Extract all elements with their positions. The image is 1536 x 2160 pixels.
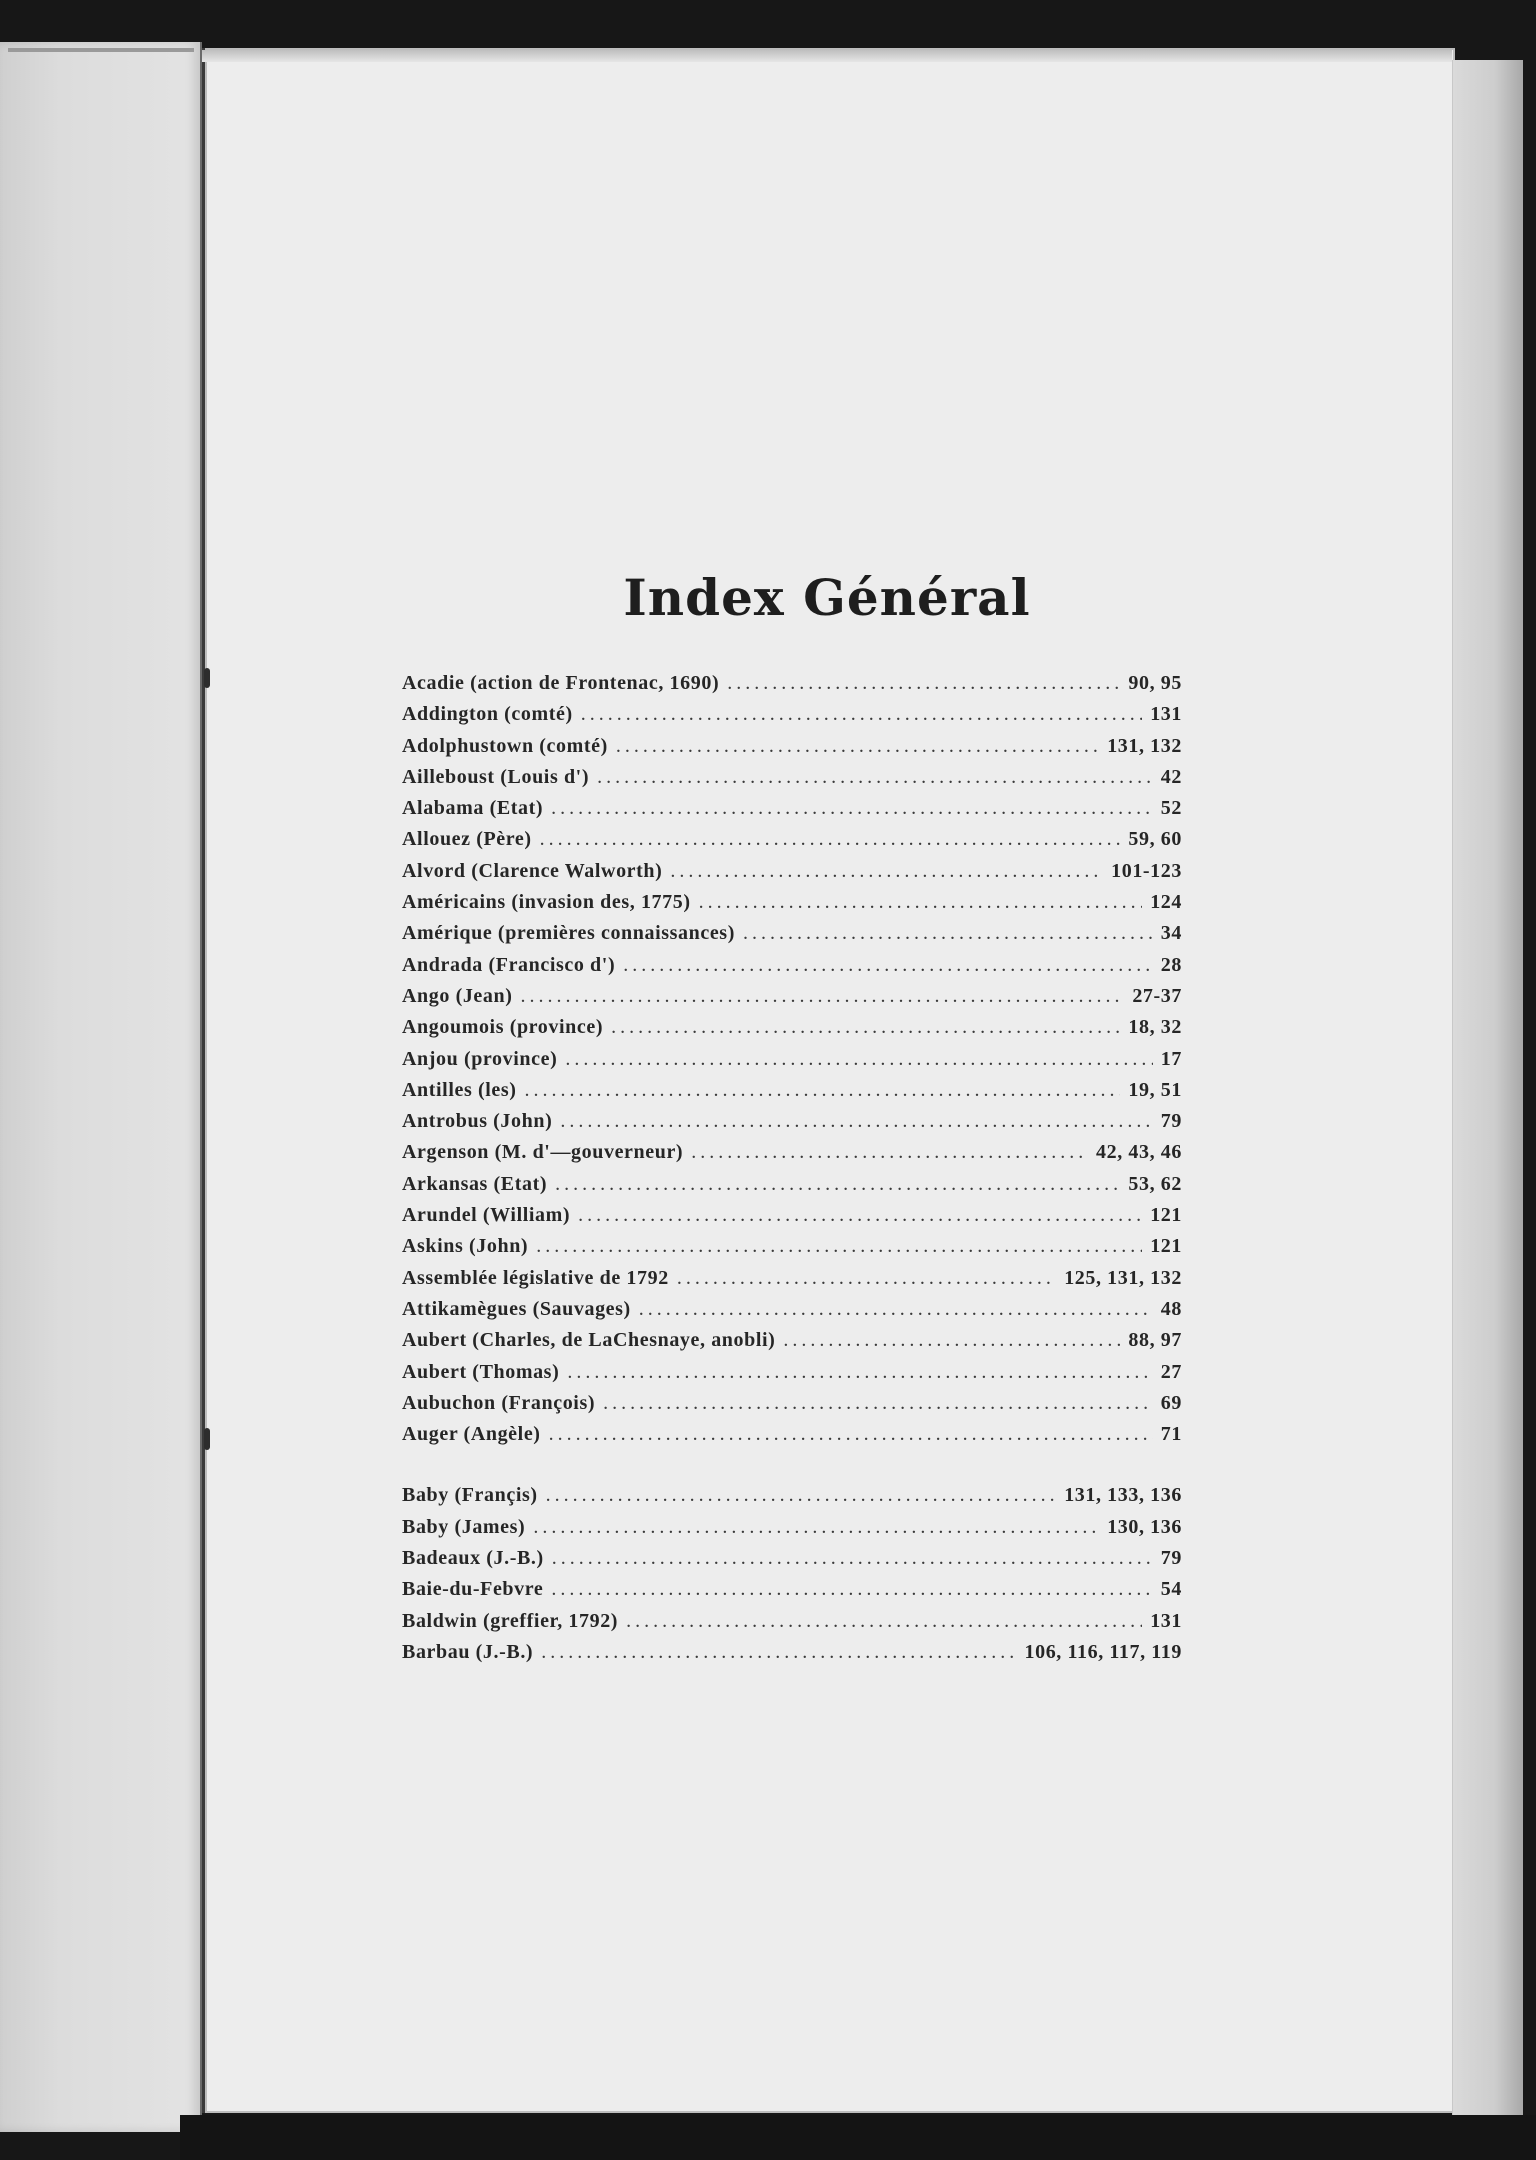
index-entry — [402, 1012, 1182, 1043]
entry-name: Attikamègues (Sauvages) — [402, 1297, 631, 1320]
entry-name: Addington (comté) — [402, 703, 573, 726]
index-entry — [402, 1388, 1182, 1419]
entry-pages: 18, 32 — [1128, 1016, 1182, 1039]
entry-name: Baie-du-Febvre — [402, 1578, 544, 1601]
entry-pages: 42 — [1160, 765, 1182, 788]
dot-leader — [603, 1388, 1153, 1419]
dot-leader — [743, 918, 1153, 949]
dot-leader — [691, 1137, 1088, 1168]
dot-leader — [560, 1106, 1152, 1137]
entry-pages: 42, 43, 46 — [1096, 1141, 1182, 1164]
entry-name: Allouez (Père) — [402, 828, 532, 851]
left-page-edge — [8, 48, 194, 52]
entry-pages: 48 — [1160, 1297, 1182, 1320]
entry-name: Argenson (M. d'—gouverneur) — [402, 1141, 684, 1164]
entry-pages: 124 — [1150, 891, 1182, 914]
dot-leader — [670, 856, 1103, 887]
entry-name: Américains (invasion des, 1775) — [402, 891, 691, 914]
entry-pages: 52 — [1160, 797, 1182, 820]
dot-leader — [549, 1419, 1153, 1450]
index-entry — [402, 1231, 1182, 1262]
entry-name: Anjou (province) — [402, 1047, 558, 1070]
dot-leader — [551, 793, 1153, 824]
dot-leader — [783, 1325, 1120, 1356]
index-entry — [402, 1606, 1182, 1637]
entry-name: Aubuchon (François) — [402, 1391, 596, 1414]
dot-leader — [555, 1169, 1120, 1200]
index-entry — [402, 856, 1182, 887]
entry-name: Alabama (Etat) — [402, 797, 544, 820]
entry-pages: 79 — [1160, 1110, 1182, 1133]
entry-name: Askins (John) — [402, 1235, 529, 1258]
dot-leader — [611, 1012, 1120, 1043]
entry-name: Badeaux (J.-B.) — [402, 1547, 544, 1570]
dot-leader — [677, 1263, 1056, 1294]
page-title: Index Général — [623, 568, 1031, 627]
entry-name: Ailleboust (Louis d') — [402, 765, 590, 788]
dot-leader — [546, 1480, 1057, 1511]
entry-pages: 131, 133, 136 — [1064, 1484, 1182, 1507]
entry-name: Baby (James) — [402, 1515, 526, 1538]
entry-name: Andrada (Francisco d') — [402, 953, 616, 976]
index-entry — [402, 1137, 1182, 1168]
scan-background — [180, 2115, 1536, 2160]
index-list — [402, 668, 1182, 1668]
dot-leader — [533, 1512, 1099, 1543]
entry-name: Adolphustown (comté) — [402, 734, 608, 757]
entry-pages: 69 — [1160, 1391, 1182, 1414]
entry-name: Amérique (premières connaissances) — [402, 922, 735, 945]
dot-leader — [597, 762, 1153, 793]
entry-pages: 121 — [1150, 1204, 1182, 1227]
entry-name: Alvord (Clarence Walworth) — [402, 859, 663, 882]
dot-leader — [536, 1231, 1142, 1262]
index-entry — [402, 699, 1182, 730]
index-entry — [402, 1574, 1182, 1605]
entry-pages: 125, 131, 132 — [1064, 1266, 1182, 1289]
entry-pages: 71 — [1160, 1423, 1182, 1446]
entry-name: Assemblée législative de 1792 — [402, 1266, 669, 1289]
entry-pages: 88, 97 — [1128, 1329, 1182, 1352]
index-entry — [402, 1637, 1182, 1668]
entry-pages: 131 — [1150, 703, 1182, 726]
page-stack-edge — [1452, 60, 1523, 2120]
entry-name: Ango (Jean) — [402, 984, 513, 1007]
index-entry — [402, 824, 1182, 855]
entry-pages: 131, 132 — [1107, 734, 1182, 757]
entry-pages: 17 — [1160, 1047, 1182, 1070]
dot-leader — [552, 1543, 1153, 1574]
dot-leader — [581, 699, 1142, 730]
entry-pages: 79 — [1160, 1547, 1182, 1570]
index-entry — [402, 1357, 1182, 1388]
dot-leader — [578, 1200, 1142, 1231]
entry-name: Arkansas (Etat) — [402, 1172, 548, 1195]
dot-leader — [567, 1357, 1152, 1388]
entry-name: Auger (Angèle) — [402, 1423, 541, 1446]
dot-leader — [727, 668, 1120, 699]
entry-pages: 28 — [1160, 953, 1182, 976]
entry-pages: 34 — [1160, 922, 1182, 945]
index-entry — [402, 1480, 1182, 1511]
index-entry — [402, 668, 1182, 699]
entry-pages: 101-123 — [1111, 859, 1182, 882]
entry-pages: 130, 136 — [1107, 1515, 1182, 1538]
index-entry — [402, 1325, 1182, 1356]
entry-name: Barbau (J.-B.) — [402, 1640, 534, 1663]
dot-leader — [623, 950, 1153, 981]
index-entry — [402, 950, 1182, 981]
entry-pages: 27 — [1160, 1360, 1182, 1383]
entry-name: Baby (Françis) — [402, 1484, 538, 1507]
entry-name: Antrobus (John) — [402, 1110, 553, 1133]
index-entry — [402, 887, 1182, 918]
index-entry — [402, 1512, 1182, 1543]
entry-pages: 121 — [1150, 1235, 1182, 1258]
entry-name: Acadie (action de Frontenac, 1690) — [402, 672, 720, 694]
index-entry — [402, 981, 1182, 1012]
entry-pages: 19, 51 — [1128, 1078, 1182, 1101]
entry-name: Arundel (William) — [402, 1204, 571, 1227]
entry-name: Baldwin (greffier, 1792) — [402, 1609, 619, 1632]
dot-leader — [626, 1606, 1142, 1637]
dot-leader — [540, 824, 1121, 855]
dot-leader — [551, 1574, 1152, 1605]
entry-pages: 54 — [1160, 1578, 1182, 1601]
dot-leader — [541, 1637, 1016, 1668]
entry-pages: 90, 95 — [1128, 672, 1182, 694]
dot-leader — [616, 731, 1099, 762]
binding-mark — [204, 668, 210, 688]
index-entry — [402, 1294, 1182, 1325]
index-entry — [402, 1106, 1182, 1137]
index-entry — [402, 1169, 1182, 1200]
dot-leader — [699, 887, 1143, 918]
entry-name: Antilles (les) — [402, 1078, 517, 1101]
entry-pages: 27-37 — [1132, 984, 1182, 1007]
entry-name: Aubert (Thomas) — [402, 1360, 560, 1383]
dot-leader — [525, 1075, 1121, 1106]
index-entry — [402, 762, 1182, 793]
page-top-edge — [202, 50, 1452, 62]
index-entry — [402, 793, 1182, 824]
entry-pages: 53, 62 — [1128, 1172, 1182, 1195]
left-page — [0, 42, 202, 2132]
index-entry — [402, 1200, 1182, 1231]
group-separator — [402, 1450, 1182, 1480]
index-entry — [402, 1419, 1182, 1450]
binding-mark — [204, 1428, 210, 1450]
entry-name: Angoumois (province) — [402, 1016, 604, 1039]
index-entry — [402, 1044, 1182, 1075]
entry-pages: 106, 116, 117, 119 — [1024, 1640, 1182, 1663]
index-entry — [402, 731, 1182, 762]
entry-pages: 131 — [1150, 1609, 1182, 1632]
index-entry — [402, 918, 1182, 949]
index-entry — [402, 1543, 1182, 1574]
dot-leader — [639, 1294, 1153, 1325]
entry-name: Aubert (Charles, de LaChesnaye, anobli) — [402, 1329, 776, 1352]
dot-leader — [521, 981, 1125, 1012]
entry-pages: 59, 60 — [1128, 828, 1182, 851]
dot-leader — [565, 1044, 1152, 1075]
index-entry — [402, 1075, 1182, 1106]
index-entry — [402, 1263, 1182, 1294]
